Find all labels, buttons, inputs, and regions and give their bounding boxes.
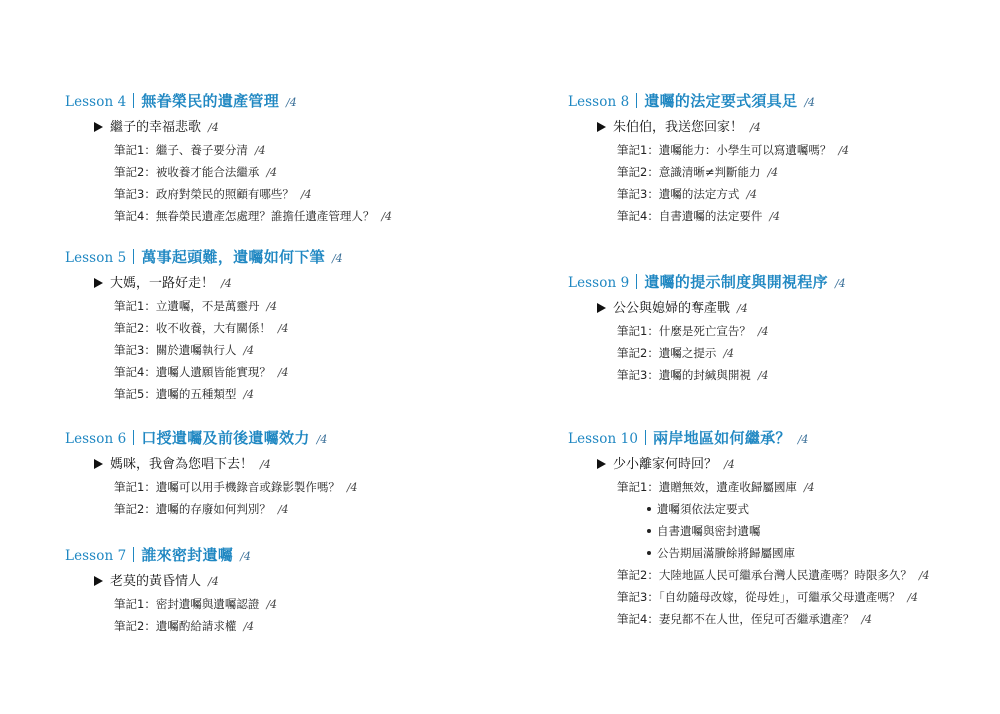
page-ref: /4 [346,481,358,494]
note-text: 筆記4：妻兒都不在人世，侄兒可否繼承遺產？ [617,612,855,626]
lesson-6 [65,427,495,520]
page-ref: /4 [861,613,873,626]
sub-bullet-text: 遺囑須依法定要式 [657,502,749,516]
story-entry [94,273,495,295]
sub-bullet-text: 公告期屆滿賸餘將歸屬國庫 [657,546,795,560]
sub-bullet-entry [647,542,998,564]
page-ref: /4 [300,188,312,201]
note-entry [617,342,998,364]
page-ref: /4 [208,575,219,588]
page-ref: /4 [907,591,919,604]
note-entry [617,476,998,498]
lesson-label: Lesson 8 [568,94,630,110]
lesson-title: 遺囑的法定要式須具足 [644,92,798,110]
note-entry [617,139,998,161]
note-entry [617,608,998,630]
lesson-5 [65,246,495,405]
triangle-bullet-icon [597,459,606,469]
note-entry [114,161,495,183]
note-text: 筆記3：關於遺囑執行人 [114,343,237,357]
story-entry [94,571,495,593]
triangle-bullet-icon [94,122,103,132]
page-ref: /4 [834,277,846,290]
page-ref: /4 [243,344,255,357]
lesson-title: 兩岸地區如何繼承？ [653,429,791,447]
page-ref: /4 [254,144,266,157]
page-ref: /4 [803,481,815,494]
note-entry [114,593,495,615]
story-entry [94,454,495,476]
page-ref: /4 [208,121,219,134]
story-title: 公公與媳婦的奪產戰 [613,301,731,316]
note-text: 筆記2：被收養才能合法繼承 [114,165,260,179]
note-text: 筆記2：遺囑的存廢如何判別？ [114,502,271,516]
page-ref: /4 [266,598,278,611]
note-entry [617,161,998,183]
sub-bullet-text: 自書遺囑與密封遺囑 [657,524,761,538]
lesson-heading [65,427,495,449]
page-ref: /4 [737,302,748,315]
note-text: 筆記4：遺囑人遺願皆能實現？ [114,365,271,379]
page-ref: /4 [316,433,328,446]
dot-bullet-icon [647,507,651,511]
page-ref: /4 [804,96,816,109]
lesson-label: Lesson 6 [65,431,127,447]
lesson-label: Lesson 9 [568,275,630,291]
page-ref: /4 [266,300,278,313]
note-entry [114,498,495,520]
lesson-title: 無眷榮民的遺產管理 [141,92,280,110]
triangle-bullet-icon [94,576,103,586]
page-ref: /4 [723,347,735,360]
page-ref: /4 [221,277,232,290]
note-text: 筆記3：遺囑的法定方式 [617,187,740,201]
lesson-9 [568,271,998,386]
page-ref: /4 [797,433,809,446]
note-entry [114,361,495,383]
lesson-label: Lesson 5 [65,250,127,266]
toc-right-column [568,0,998,714]
page-ref: /4 [838,144,850,157]
lesson-label: Lesson 4 [65,94,127,110]
lesson-10 [568,427,998,630]
note-entry [114,615,495,637]
story-title: 媽咪，我會為您唱下去！ [110,457,254,472]
note-entry [114,205,495,227]
note-entry [617,364,998,386]
story-title: 少小離家何時回？ [613,457,718,472]
note-text: 筆記1：繼子、養子要分清 [114,143,248,157]
note-entry [617,586,998,608]
lesson-title: 誰來密封遺囑 [141,546,234,564]
note-text: 筆記4：無眷榮民遺產怎處理？誰擔任遺產管理人？ [114,209,375,223]
story-entry [597,454,998,476]
note-text: 筆記2：意識清晰≠判斷能力 [617,165,761,179]
note-entry [617,320,998,342]
page-ref: /4 [381,210,393,223]
page-ref: /4 [767,166,779,179]
page-ref: /4 [757,325,769,338]
note-entry [114,183,495,205]
dot-bullet-icon [647,551,651,555]
note-text: 筆記2：收不收養，大有關係！ [114,321,271,335]
page-ref: /4 [240,550,251,563]
page-ref: /4 [286,96,297,109]
page-ref: /4 [277,322,289,335]
story-title: 老莫的黃昏情人 [110,574,202,589]
page-ref: /4 [331,252,343,265]
note-entry [114,139,495,161]
note-entry [114,317,495,339]
lesson-title: 遺囑的提示制度與開視程序 [644,273,828,291]
note-text: 筆記2：遺囑酌給請求權 [114,619,237,633]
note-entry [617,205,998,227]
note-entry [114,339,495,361]
page-ref: /4 [724,458,735,471]
lesson-heading [65,246,495,268]
note-text: 筆記3：「自幼隨母改嫁，從母姓」，可繼承父母遺產嗎？ [617,590,901,604]
note-entry [114,383,495,405]
triangle-bullet-icon [94,278,103,288]
story-title: 朱伯伯，我送您回家！ [613,120,744,135]
separator-bar [133,249,134,264]
note-text: 筆記1：立遺囑，不是萬靈丹 [114,299,260,313]
separator-bar [133,547,134,562]
note-text: 筆記1：密封遺囑與遺囑認證 [114,597,260,611]
lesson-label: Lesson 10 [568,431,639,447]
story-title: 大媽，一路好走！ [110,276,215,291]
page-ref: /4 [918,569,930,582]
dot-bullet-icon [647,529,651,533]
note-text: 筆記4：自書遺囑的法定要件 [617,209,763,223]
note-text: 筆記2：大陸地區人民可繼承台灣人民遺產嗎？時限多久？ [617,568,912,582]
separator-bar [133,93,134,108]
lesson-heading [65,544,495,566]
page-ref: /4 [260,458,271,471]
lesson-heading [568,271,998,293]
note-text: 筆記1：遺囑能力：小學生可以寫遺囑嗎？ [617,143,832,157]
note-text: 筆記2：遺囑之提示 [617,346,717,360]
lesson-title: 口授遺囑及前後遺囑效力 [141,429,310,447]
note-text: 筆記3：遺囑的封緘與開視 [617,368,751,382]
page-ref: /4 [746,188,758,201]
story-entry [597,117,998,139]
lesson-label: Lesson 7 [65,548,127,564]
note-entry [617,564,998,586]
triangle-bullet-icon [94,459,103,469]
note-text: 筆記1：遺囑可以用手機錄音或錄影製作嗎？ [114,480,340,494]
page-ref: /4 [266,166,278,179]
page-ref: /4 [277,503,289,516]
page-ref: /4 [277,366,289,379]
page-ref: /4 [750,121,761,134]
page-ref: /4 [757,369,769,382]
note-entry [617,183,998,205]
note-entry [114,295,495,317]
separator-bar [636,274,637,289]
note-text: 筆記1：遺贈無效，遺產收歸屬國庫 [617,480,797,494]
toc-left-column [65,0,495,714]
lesson-8 [568,90,998,227]
page-ref: /4 [243,620,255,633]
note-text: 筆記5：遺囑的五種類型 [114,387,237,401]
note-text: 筆記1：什麼是死亡宣告？ [617,324,751,338]
triangle-bullet-icon [597,303,606,313]
note-entry [114,476,495,498]
story-entry [597,298,998,320]
lesson-heading [65,90,495,112]
story-title: 繼子的幸福悲歌 [110,120,202,135]
lesson-7 [65,544,495,637]
page-ref: /4 [769,210,781,223]
sub-bullet-entry [647,498,998,520]
lesson-heading [568,427,998,449]
lesson-heading [568,90,998,112]
sub-bullet-entry [647,520,998,542]
separator-bar [645,430,646,445]
triangle-bullet-icon [597,122,606,132]
separator-bar [636,93,637,108]
note-text: 筆記3：政府對榮民的照顧有哪些？ [114,187,294,201]
story-entry [94,117,495,139]
separator-bar [133,430,134,445]
page-ref: /4 [243,388,255,401]
lesson-title: 萬事起頭難，遺囑如何下筆 [141,248,325,266]
lesson-4 [65,90,495,227]
